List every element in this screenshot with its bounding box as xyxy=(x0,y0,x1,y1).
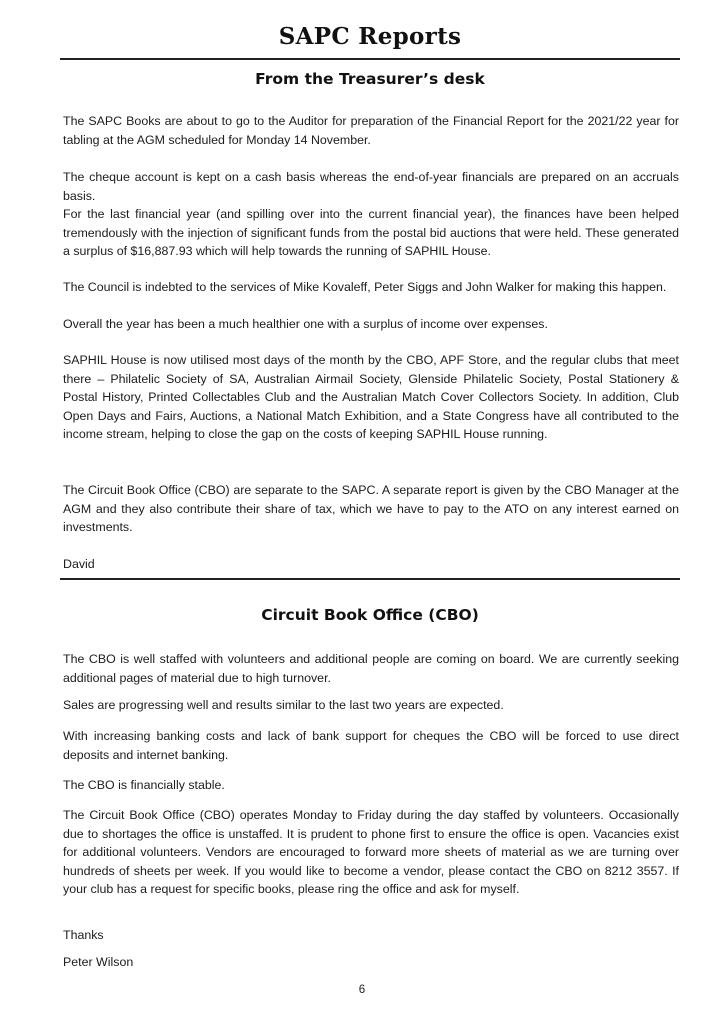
page-number: 6 xyxy=(358,984,366,996)
treasurer-paragraph: The Circuit Book Office (CBO) are separate to the SAPC. A separate report is given by the CBO Manager at the AGM and they also contribute their share of tax, which we have to pay to the ATO on any interest earned on investments. xyxy=(63,483,679,535)
cbo-paragraph: The CBO is well staffed with volunteers and additional people are coming on board. We are currently seeking additional pages of material due to high turnover. xyxy=(63,652,679,685)
cbo-paragraph: Sales are progressing well and results similar to the last two years are expected. xyxy=(63,698,504,712)
treasurer-paragraph: SAPHIL House is now utilised most days of the month by the CBO, APF Store, and the regular clubs that meet there – Philatelic Society of SA, Australian Airmail Society, Glenside Philatelic Society, Postal Stationery & Postal History, Printed Collectables Club and the Australian Match Cover Collectors Society. In addition, Club Open Days and Fairs, Auctions, a National Match Exhibition, and a State Congress have all contributed to the income stream, helping to close the gap on the costs of keeping SAPHIL House running. xyxy=(63,353,679,442)
treasurer-section-title: From the Treasurer’s desk xyxy=(255,70,485,88)
cbo-paragraph: The CBO is financially stable. xyxy=(63,778,225,792)
treasurer-paragraph: Overall the year has been a much healthier one with a surplus of income over expenses. xyxy=(63,317,548,331)
treasurer-signature: David xyxy=(63,557,95,571)
treasurer-paragraph: The SAPC Books are about to go to the Auditor for preparation of the Financial Report for the 2021/22 year for tabling at the AGM scheduled for Monday 14 November. xyxy=(63,114,679,147)
header-rule xyxy=(60,58,680,60)
cbo-paragraph: With increasing banking costs and lack of bank support for cheques the CBO will be forced to use direct deposits and internet banking. xyxy=(63,729,679,762)
cbo-signature: Peter Wilson xyxy=(63,955,134,969)
cbo-section-title: Circuit Book Office (CBO) xyxy=(261,606,479,624)
page-header xyxy=(60,20,680,54)
section-divider xyxy=(60,578,680,580)
cbo-closing: Thanks xyxy=(63,928,104,942)
cbo-paragraph: The Circuit Book Office (CBO) operates Monday to Friday during the day staffed by volunteers. Occasionally due to shortages the office is unstaffed. It is prudent to phone first to ensure the office is open. Vacancies exist for additional volunteers. Vendors are encouraged to forward more sheets of material as we are turning over hundreds of sheets per week. If you would like to become a vendor, please contact the CBO on 8212 3557. If your club has a request for specific books, please ring the office and ask for myself. xyxy=(63,808,679,897)
page-title: SAPC Reports xyxy=(278,23,462,50)
treasurer-paragraph: The Council is indebted to the services of Mike Kovaleff, Peter Siggs and John Walker for making this happen. xyxy=(63,280,667,294)
treasurer-paragraph: The cheque account is kept on a cash basis whereas the end-of-year financials are prepared on an accruals basis. xyxy=(63,170,679,203)
treasurer-paragraph: For the last financial year (and spilling over into the current financial year), the finances have been helped tremendously with the injection of significant funds from the postal bid auctions that were held. These generated a surplus of $16,887.93 which will help towards the running of SAPHIL House. xyxy=(63,207,679,259)
